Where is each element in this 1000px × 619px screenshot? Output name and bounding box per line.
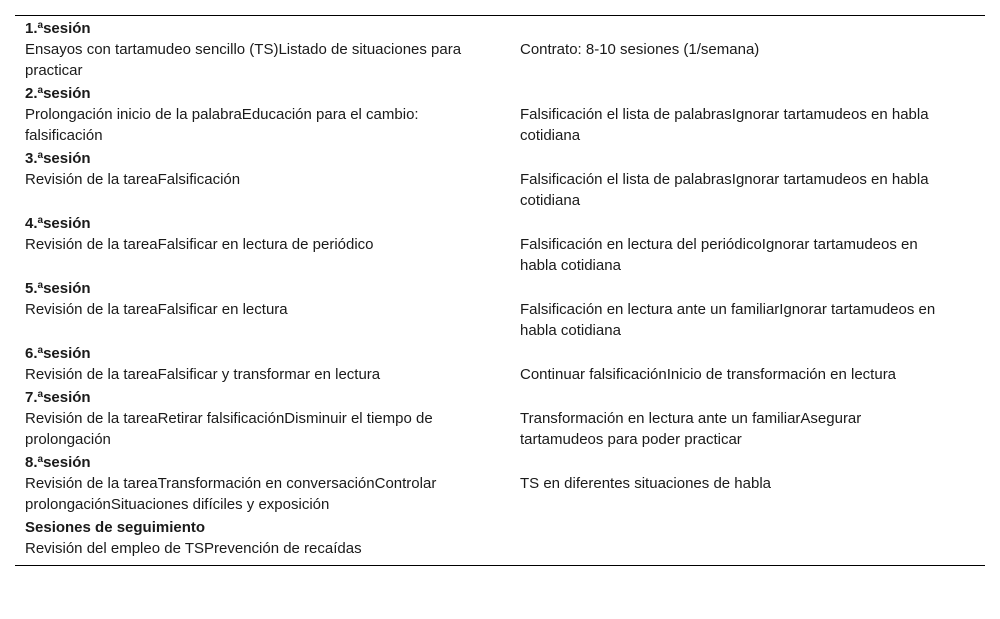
- session-plan-table: [15, 15, 985, 566]
- session-word: sesión: [43, 150, 91, 167]
- session-homework: Transformación en lectura ante un familiarAsegurar tartamudeos para poder practicar: [520, 410, 862, 448]
- session-activities: Ensayos con tartamudeo sencillo (TS)Listado de situaciones para practicar: [25, 41, 462, 79]
- session-word: sesión: [43, 20, 91, 37]
- session-header-row: [15, 341, 985, 364]
- session-table: [15, 16, 985, 559]
- session-homework: Contrato: 8-10 sesiones (1/semana): [520, 41, 760, 58]
- session-word: sesión: [43, 454, 91, 471]
- session-title: [15, 450, 985, 473]
- session-number: 5.: [25, 280, 38, 297]
- session-row: [15, 473, 985, 515]
- session-activities: Revisión de la tareaRetirar falsificaciónDisminuir el tiempo de prolongación: [25, 410, 433, 448]
- session-word: sesión: [43, 389, 91, 406]
- followup-row: [15, 538, 985, 559]
- session-number: 4.: [25, 215, 38, 232]
- session-row: [15, 408, 985, 450]
- session-header-row: [15, 450, 985, 473]
- session-activities: Prolongación inicio de la palabraEducación para el cambio: falsificación: [25, 106, 419, 144]
- session-word: sesión: [43, 215, 91, 232]
- session-homework: Falsificación en lectura ante un familiarIgnorar tartamudeos en habla cotidiana: [520, 301, 936, 339]
- session-title: [15, 211, 985, 234]
- session-homework: Continuar falsificaciónInicio de transformación en lectura: [520, 366, 897, 383]
- ordinal-indicator: a: [37, 389, 44, 400]
- table-body: [15, 16, 985, 559]
- followup-title: Sesiones de seguimiento: [25, 519, 206, 536]
- followup-homework: [500, 538, 985, 559]
- session-number: 2.: [25, 85, 38, 102]
- session-word: sesión: [43, 280, 91, 297]
- session-row: [15, 299, 985, 341]
- session-row: [15, 169, 985, 211]
- session-row: [15, 234, 985, 276]
- ordinal-indicator: a: [37, 454, 44, 465]
- session-title: [15, 146, 985, 169]
- session-number: 6.: [25, 345, 38, 362]
- session-title: [15, 81, 985, 104]
- session-word: sesión: [43, 345, 91, 362]
- session-homework: Falsificación en lectura del periódicoIgnorar tartamudeos en habla cotidiana: [520, 236, 918, 274]
- ordinal-indicator: a: [37, 20, 44, 31]
- followup-header-row: [15, 515, 985, 538]
- followup-activities: Revisión del empleo de TSPrevención de recaídas: [25, 540, 362, 557]
- session-activities: Revisión de la tareaFalsificar en lectura de periódico: [25, 236, 374, 253]
- session-homework: Falsificación el lista de palabrasIgnorar tartamudeos en habla cotidiana: [520, 171, 929, 209]
- session-number: 3.: [25, 150, 38, 167]
- session-homework: Falsificación el lista de palabrasIgnorar tartamudeos en habla cotidiana: [520, 106, 929, 144]
- session-title: [15, 16, 985, 39]
- session-activities: Revisión de la tareaFalsificar en lectura: [25, 301, 288, 318]
- session-word: sesión: [43, 85, 91, 102]
- session-header-row: [15, 385, 985, 408]
- session-number: 1.: [25, 20, 38, 37]
- session-homework: TS en diferentes situaciones de habla: [520, 475, 771, 492]
- session-header-row: [15, 211, 985, 234]
- session-row: [15, 364, 985, 385]
- session-header-row: [15, 276, 985, 299]
- session-row: [15, 39, 985, 81]
- ordinal-indicator: a: [37, 85, 44, 96]
- session-header-row: [15, 146, 985, 169]
- session-row: [15, 104, 985, 146]
- session-number: 7.: [25, 389, 38, 406]
- session-header-row: [15, 16, 985, 39]
- session-title: [15, 385, 985, 408]
- ordinal-indicator: a: [37, 215, 44, 226]
- session-activities: Revisión de la tareaFalsificar y transformar en lectura: [25, 366, 381, 383]
- session-activities: Revisión de la tareaTransformación en conversaciónControlar prolongaciónSituaciones difíciles y exposición: [25, 475, 437, 513]
- session-activities: Revisión de la tareaFalsificación: [25, 171, 241, 188]
- ordinal-indicator: a: [37, 280, 44, 291]
- session-title: [15, 276, 985, 299]
- session-title: [15, 341, 985, 364]
- ordinal-indicator: a: [37, 345, 44, 356]
- session-number: 8.: [25, 454, 38, 471]
- ordinal-indicator: a: [37, 150, 44, 161]
- session-header-row: [15, 81, 985, 104]
